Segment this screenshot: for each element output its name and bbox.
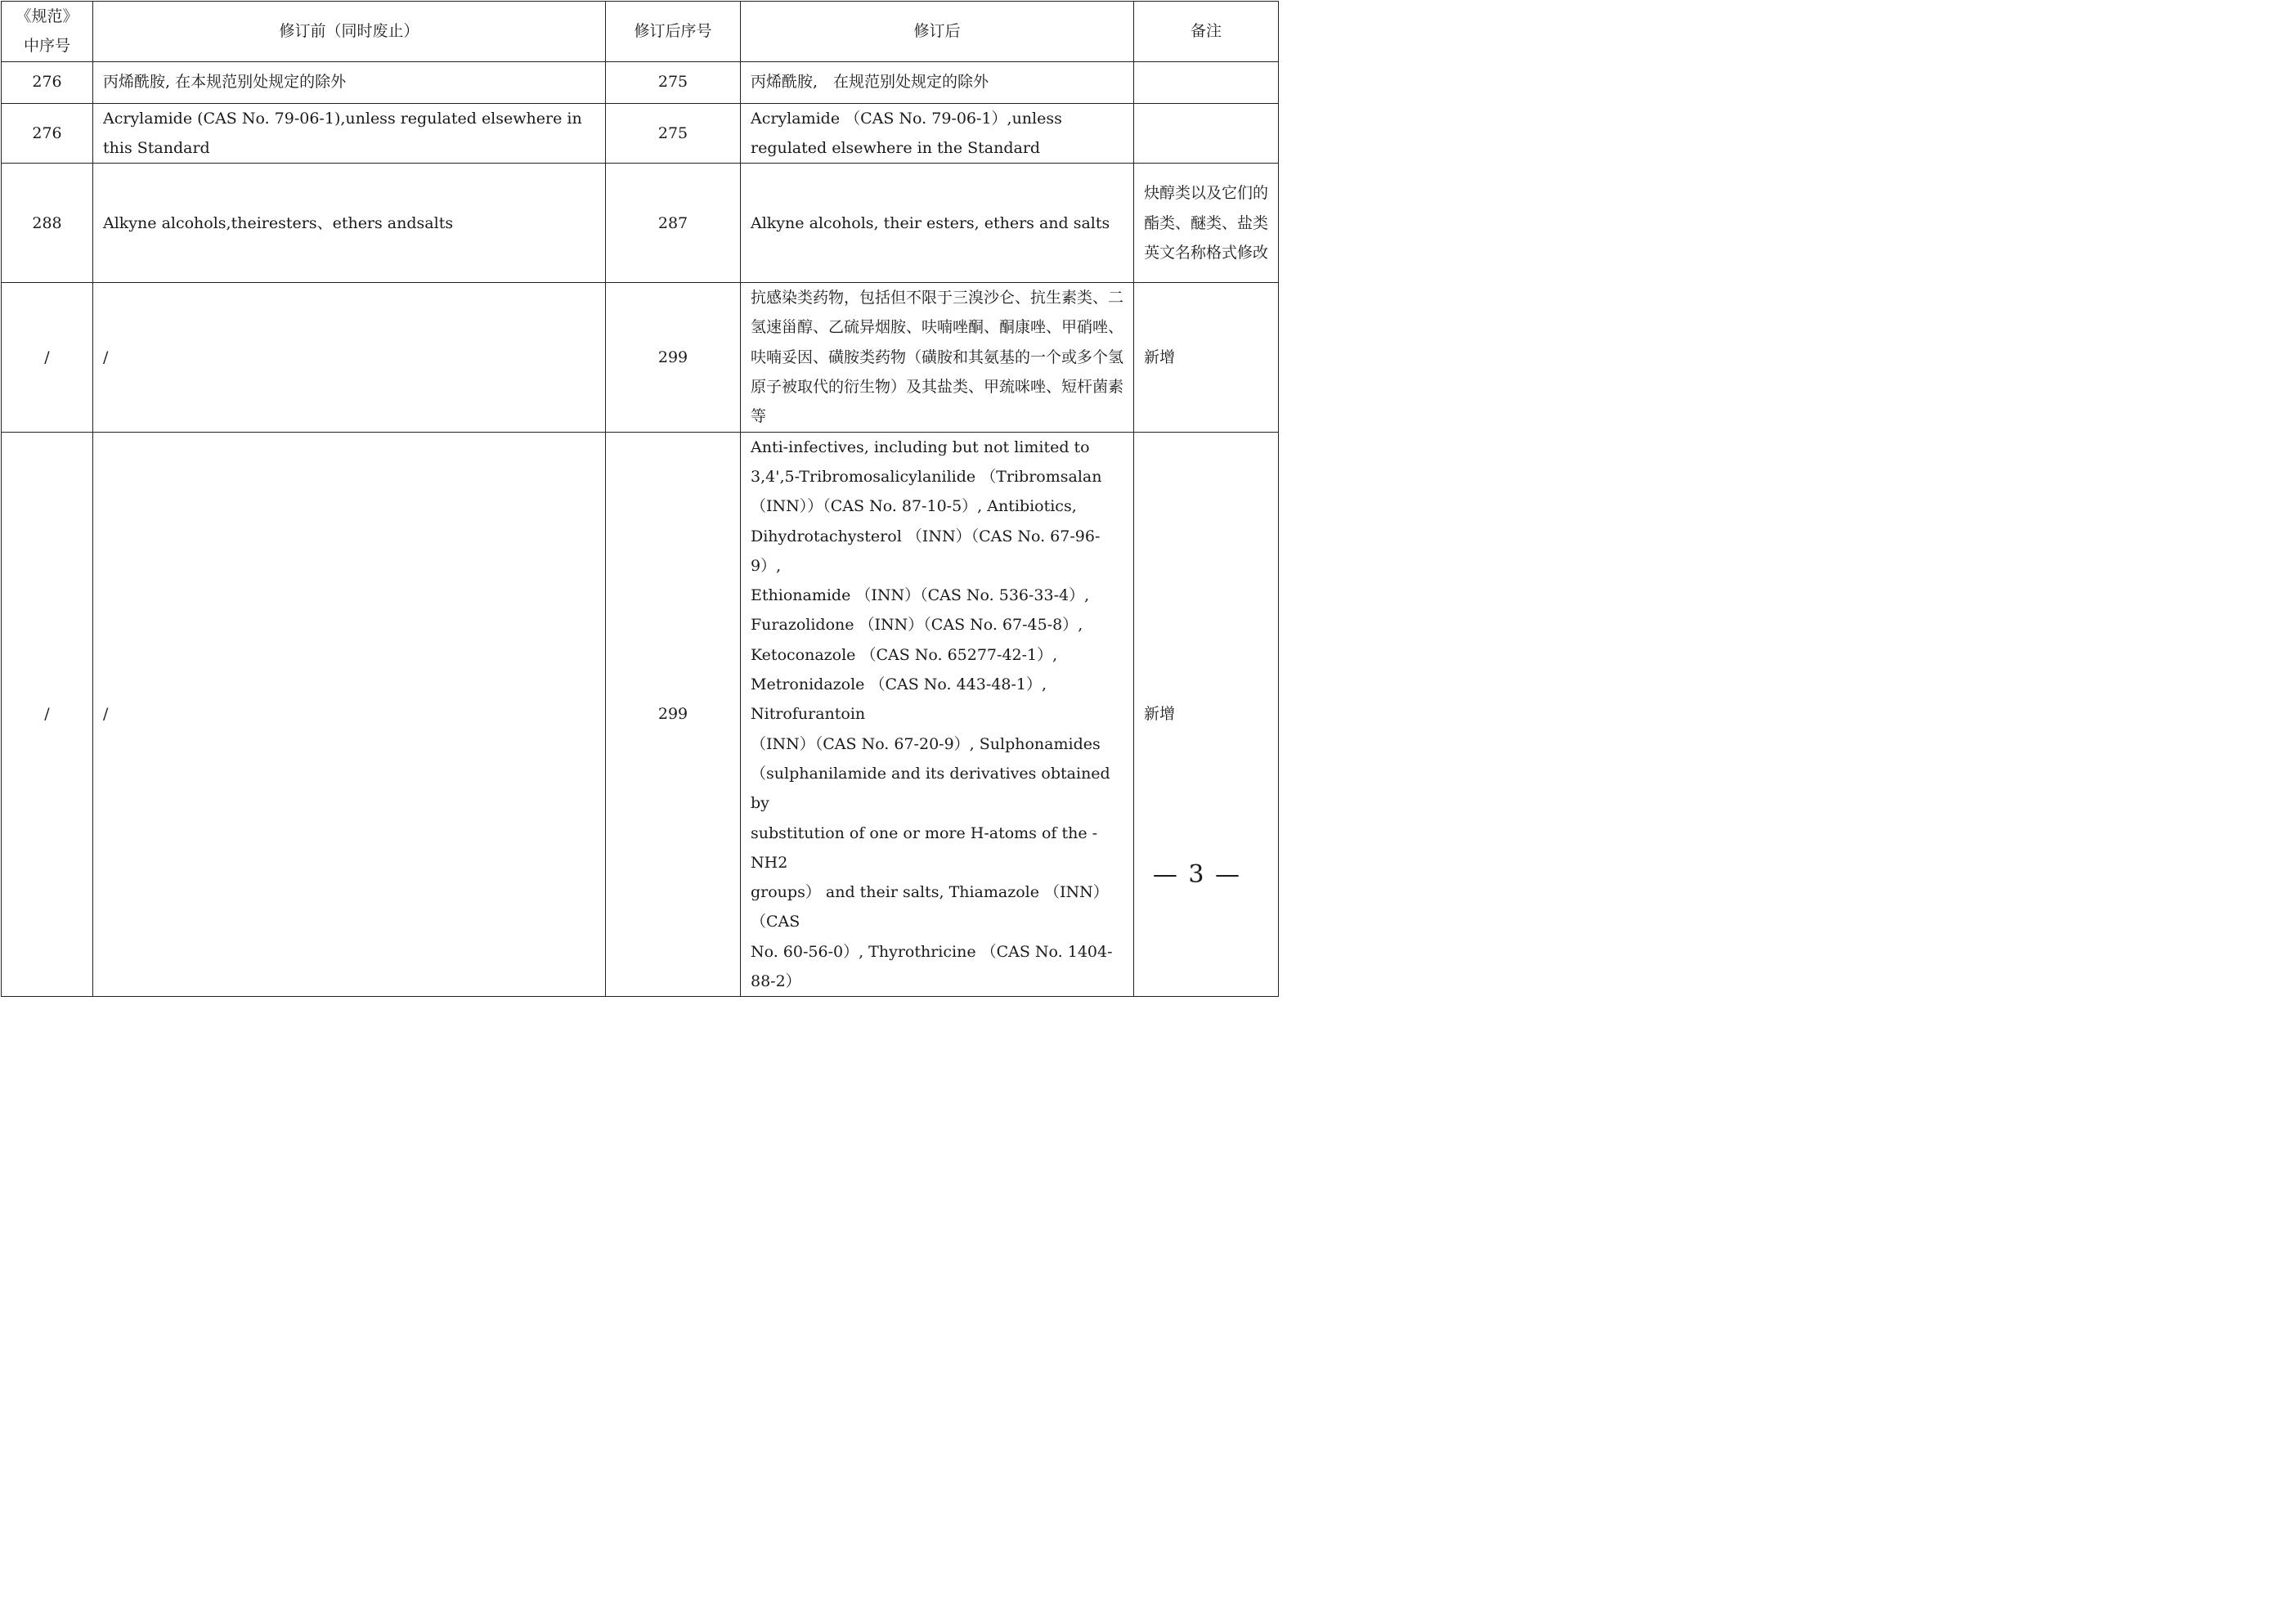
after-line: Anti-infectives, including but not limited to	[751, 438, 1090, 456]
after-line: Metronidazole （CAS No. 443-48-1）, Nitrofurantoin	[751, 675, 1047, 724]
after-line: No. 60-56-0）, Thyrothricine （CAS No. 1404-88-2）	[751, 942, 1113, 991]
row-seq: /	[2, 283, 93, 432]
table-row	[2, 164, 1279, 283]
row-before: Acrylamide (CAS No. 79-06-1),unless regulated elsewhere in this Standard	[93, 103, 606, 164]
row-seq: /	[2, 432, 93, 997]
row-after	[741, 432, 1134, 997]
after-line: Furazolidone （INN）（CAS No. 67-45-8）,	[751, 616, 1083, 635]
row-after-seq: 299	[606, 283, 741, 432]
row-after: 抗感染类药物，包括但不限于三溴沙仑、抗生素类、二氢速甾醇、乙硫异烟胺、呋喃唑酮、酮康唑、甲硝唑、呋喃妥因、磺胺类药物（磺胺和其氨基的一个或多个氢原子被取代的衍生物）及其盐类、甲巯咪唑、短杆菌素等	[741, 283, 1134, 432]
header-note: 备注	[1134, 2, 1279, 62]
row-before: 丙烯酰胺, 在本规范别处规定的除外	[93, 61, 606, 103]
row-after: Alkyne alcohols, their esters, ethers and salts	[741, 164, 1134, 283]
table-row	[2, 103, 1279, 164]
after-line: groups） and their salts, Thiamazole （INN）（CAS	[751, 883, 1109, 931]
header-before: 修订前（同时废止）	[93, 2, 606, 62]
header-row	[2, 2, 1279, 62]
table-row	[2, 283, 1279, 432]
header-after-seq: 修订后序号	[606, 2, 741, 62]
row-seq: 288	[2, 164, 93, 283]
after-line: substitution of one or more H-atoms of the -NH2	[751, 823, 1098, 872]
row-seq: 276	[2, 103, 93, 164]
header-after: 修订后	[741, 2, 1134, 62]
after-line: （sulphanilamide and its derivatives obtained by	[751, 764, 1110, 813]
row-after-seq: 287	[606, 164, 741, 283]
header-code-seq-line1: 《规范》	[16, 7, 78, 25]
row-note: 新增	[1134, 283, 1279, 432]
after-line: （INN）（CAS No. 67-20-9）, Sulphonamides	[751, 734, 1101, 753]
after-line: Dihydrotachysterol （INN）（CAS No. 67-96-9）,	[751, 527, 1101, 575]
row-note: 炔醇类以及它们的酯类、醚类、盐类英文名称格式修改	[1134, 164, 1279, 283]
header-code-seq	[2, 2, 93, 62]
row-seq: 276	[2, 61, 93, 103]
revision-table	[1, 1, 1279, 997]
row-note	[1134, 103, 1279, 164]
row-before: /	[93, 283, 606, 432]
after-line: （INN））（CAS No. 87-10-5）, Antibiotics,	[751, 497, 1077, 516]
page-number: — 3 —	[1152, 860, 1241, 889]
header-code-seq-line2: 中序号	[23, 37, 70, 56]
after-line: 3,4',5-Tribromosalicylanilide （Tribromsalan	[751, 467, 1102, 486]
row-after-seq: 275	[606, 61, 741, 103]
row-note: 新增	[1134, 432, 1279, 997]
table-row	[2, 432, 1279, 997]
row-before: Alkyne alcohols,theiresters、ethers andsalts	[93, 164, 606, 283]
after-line: Ethionamide （INN）（CAS No. 536-33-4）,	[751, 586, 1090, 605]
table-row	[2, 61, 1279, 103]
after-line: Ketoconazole （CAS No. 65277-42-1）,	[751, 645, 1058, 664]
row-before: /	[93, 432, 606, 997]
row-after-seq: 275	[606, 103, 741, 164]
row-after: 丙烯酰胺, 在规范别处规定的除外	[741, 61, 1134, 103]
row-note	[1134, 61, 1279, 103]
row-after: Acrylamide （CAS No. 79-06-1）,unless regulated elsewhere in the Standard	[741, 103, 1134, 164]
row-after-seq: 299	[606, 432, 741, 997]
